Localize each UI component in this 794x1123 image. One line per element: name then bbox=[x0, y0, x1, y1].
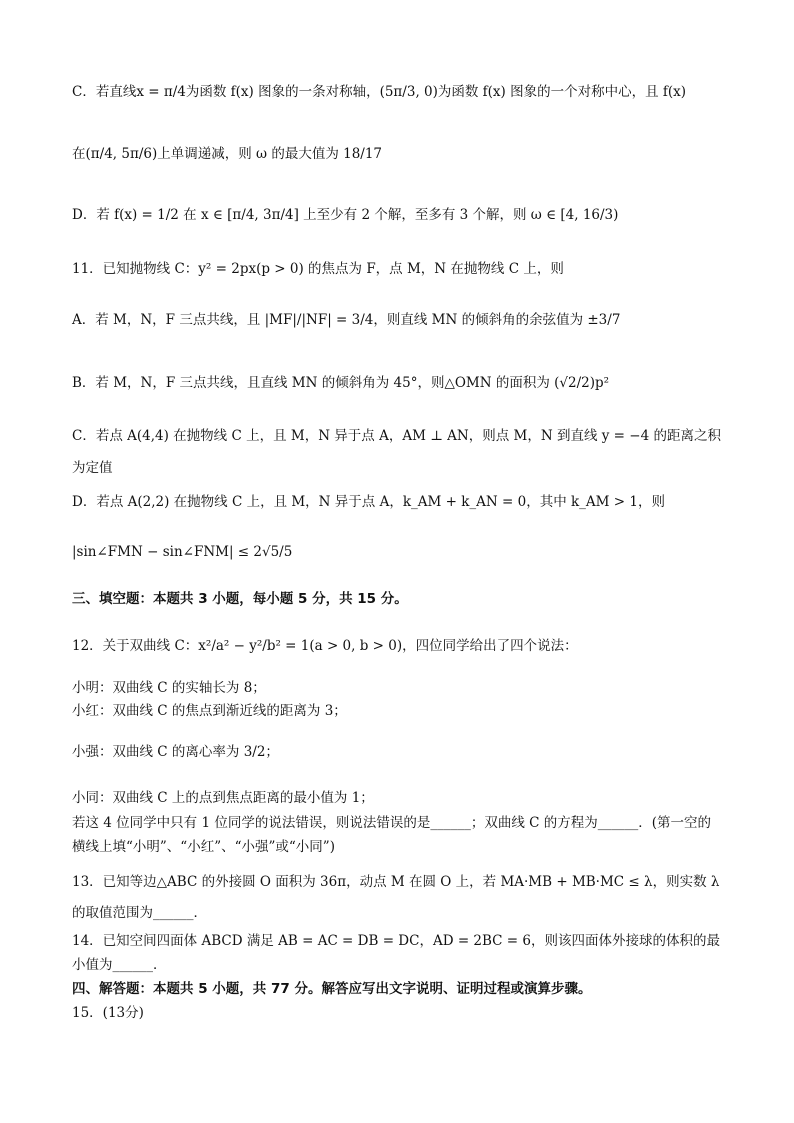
q11-option-d-line2: |sin∠FMN − sin∠FNM| ≤ 2√5/5 bbox=[72, 544, 293, 560]
q14-line2: 小值为______． bbox=[72, 957, 167, 973]
q12-question-line2: 横线上填“小明”、“小红”、“小强”或“小同”) bbox=[72, 839, 335, 855]
q12-statement-hong: 小红：双曲线 C 的焦点到渐近线的距离为 3； bbox=[72, 703, 347, 719]
section-4-heading: 四、解答题：本题共 5 小题，共 77 分。解答应写出文字说明、证明过程或演算步骤。 bbox=[72, 981, 592, 997]
q10-option-c-line2: 在(π/4, 5π/6)上单调递减，则 ω 的最大值为 18/17 bbox=[72, 146, 383, 162]
q11-stem: 11．已知抛物线 C：y² = 2px(p > 0) 的焦点为 F，点 M，N 在抛物线 C 上，则 bbox=[72, 261, 564, 277]
q12-statement-ming: 小明：双曲线 C 的实轴长为 8； bbox=[72, 680, 266, 696]
q11-option-c-line2: 为定值 bbox=[72, 460, 113, 476]
q13-line2: 的取值范围为______． bbox=[72, 905, 207, 921]
section-3-heading: 三、填空题：本题共 3 小题，每小题 5 分，共 15 分。 bbox=[72, 591, 408, 607]
q11-option-d-line1: D．若点 A(2,2) 在抛物线 C 上，且 M，N 异于点 A，k_AM + k_AN = 0，其中 k_AM > 1，则 bbox=[72, 494, 665, 510]
q12-statement-qiang: 小强：双曲线 C 的离心率为 3/2； bbox=[72, 744, 279, 760]
q12-question-line1: 若这 4 位同学中只有 1 位同学的说法错误，则说法错误的是______；双曲线 C 的方程为______．(第一空的 bbox=[72, 815, 712, 831]
q11-option-c-line1: C．若点 A(4,4) 在抛物线 C 上，且 M，N 异于点 A，AM ⊥ AN，则点 M，N 到直线 y = −4 的距离之积 bbox=[72, 428, 721, 444]
q11-option-b: B．若 M，N，F 三点共线，且直线 MN 的倾斜角为 45°，则△OMN 的面积为 (√2/2)p² bbox=[72, 375, 610, 391]
q10-option-d: D．若 f(x) = 1/2 在 x ∈ [π/4, 3π/4] 上至少有 2 个解，至多有 3 个解，则 ω ∈ [4, 16/3) bbox=[72, 207, 619, 223]
q14-line1: 14．已知空间四面体 ABCD 满足 AB = AC = DB = DC，AD = 2BC = 6，则该四面体外接球的体积的最 bbox=[72, 933, 720, 949]
q11-option-a: A．若 M，N，F 三点共线，且 |MF|/|NF| = 3/4，则直线 MN 的倾斜角的余弦值为 ±3/7 bbox=[72, 312, 621, 328]
q12-statement-tong: 小同：双曲线 C 上的点到焦点距离的最小值为 1； bbox=[72, 790, 374, 806]
q12-stem: 12．关于双曲线 C：x²/a² − y²/b² = 1(a > 0, b > 0)，四位同学给出了四个说法： bbox=[72, 638, 578, 654]
q13-line1: 13．已知等边△ABC 的外接圆 O 面积为 36π，动点 M 在圆 O 上，若 MA·MB + MB·MC ≤ λ，则实数 λ bbox=[72, 874, 720, 890]
q15-stem: 15．(13分) bbox=[72, 1005, 144, 1021]
q10-option-c-line1: C．若直线x = π/4为函数 f(x) 图象的一条对称轴，(5π/3, 0)为函数 f(x) 图象的一个对称中心，且 f(x) bbox=[72, 84, 687, 100]
